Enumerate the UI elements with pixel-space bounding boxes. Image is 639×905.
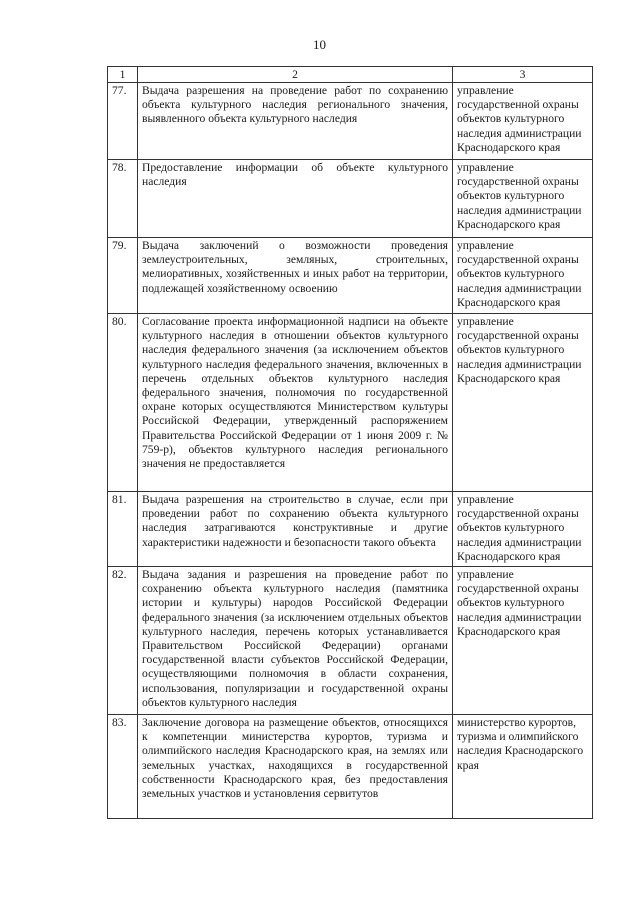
responsible-authority: управление государственной охраны объектов культурного наследия администрации Краснодарского края bbox=[453, 83, 593, 160]
table-row bbox=[108, 160, 593, 238]
table-row bbox=[108, 492, 593, 567]
table-row bbox=[108, 715, 593, 819]
row-number: 79. bbox=[108, 238, 138, 314]
row-number: 78. bbox=[108, 160, 138, 238]
service-description: Выдача разрешения на проведение работ по сохранению объекта культурного наследия регионального значения, выявленного объекта культурного наследия bbox=[138, 83, 453, 160]
responsible-authority: управление государственной охраны объектов культурного наследия администрации Краснодарского края bbox=[453, 238, 593, 314]
service-description: Выдача задания и разрешения на проведение работ по сохранению объекта культурного наследия (памятника истории и культуры) народов Российской Федерации федерального значения (за исключением отдельных объектов культурного наследия, перечень которых устанавливается Правительством Российской Федерации) органами государственной власти субъектов Российской Федерации, осуществляющими полномочия в области сохранения, использования, популяризации и государственной охраны объектов культурного наследия bbox=[138, 567, 453, 715]
row-number: 83. bbox=[108, 715, 138, 819]
table-header-row bbox=[108, 67, 593, 83]
service-description: Выдача заключений о возможности проведения землеустроительных, земляных, строительных, мелиоративных, хозяйственных и иных работ на территории, подлежащей хозяйственному освоению bbox=[138, 238, 453, 314]
service-description: Согласование проекта информационной надписи на объекте культурного наследия в отношении объектов культурного наследия федерального значения (за исключением объектов культурного наследия федерального значения, включенных в перечень отдельных объектов культурного наследия федерального значения, полномочия по государственной охране которых осуществляются Министерством культуры Российской Федерации, утвержденный распоряжением Правительства Российской Федерации от 1 июня 2009 г. № 759-р), объектов культурного наследия регионального значения не предоставляется bbox=[138, 314, 453, 492]
responsible-authority: управление государственной охраны объектов культурного наследия администрации Краснодарского края bbox=[453, 492, 593, 567]
column-header: 3 bbox=[453, 67, 593, 83]
services-table bbox=[107, 66, 593, 819]
page-number: 10 bbox=[313, 37, 326, 52]
responsible-authority: управление государственной охраны объектов культурного наследия администрации Краснодарского края bbox=[453, 567, 593, 715]
responsible-authority: управление государственной охраны объектов культурного наследия администрации Краснодарского края bbox=[453, 314, 593, 492]
service-description: Предоставление информации об объекте культурного наследия bbox=[138, 160, 453, 238]
row-number: 77. bbox=[108, 83, 138, 160]
table-row bbox=[108, 238, 593, 314]
table-row bbox=[108, 314, 593, 492]
column-header: 2 bbox=[138, 67, 453, 83]
row-number: 82. bbox=[108, 567, 138, 715]
column-header: 1 bbox=[108, 67, 138, 83]
responsible-authority: министерство курортов, туризма и олимпийского наследия Краснодарского края bbox=[453, 715, 593, 819]
responsible-authority: управление государственной охраны объектов культурного наследия администрации Краснодарского края bbox=[453, 160, 593, 238]
row-number: 81. bbox=[108, 492, 138, 567]
table-row bbox=[108, 567, 593, 715]
row-number: 80. bbox=[108, 314, 138, 492]
service-description: Выдача разрешения на строительство в случае, если при проведении работ по сохранению объекта культурного наследия затрагиваются конструктивные и другие характеристики надежности и безопасности такого объекта bbox=[138, 492, 453, 567]
table-row bbox=[108, 83, 593, 160]
service-description: Заключение договора на размещение объектов, относящихся к компетенции министерства курортов, туризма и олимпийского наследия Краснодарского края, на землях или земельных участках, находящихся в государственной собственности Краснодарского края, без предоставления земельных участков и установления сервитутов bbox=[138, 715, 453, 819]
